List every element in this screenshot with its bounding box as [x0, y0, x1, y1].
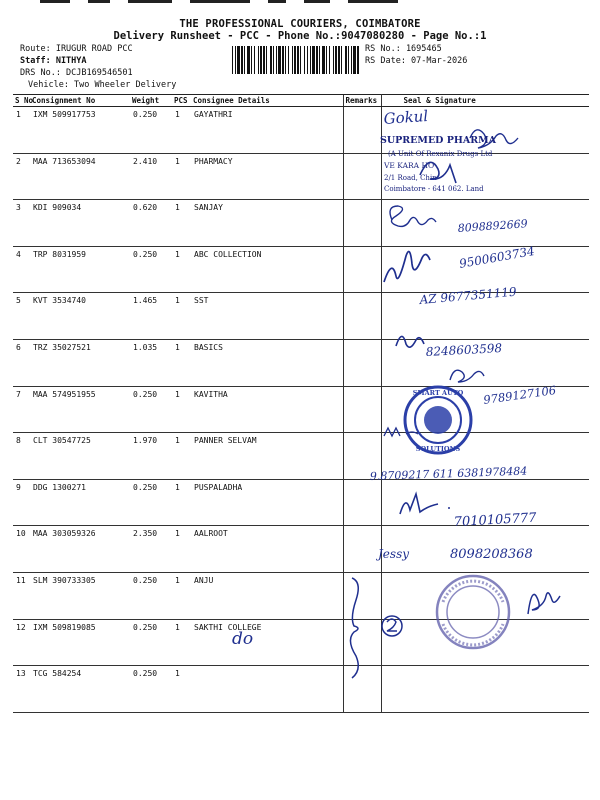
col-consignee: Consignee Details: [191, 95, 343, 107]
table-row: [13, 200, 589, 247]
cell-seal: [381, 572, 589, 619]
cell-seal: [381, 666, 589, 713]
cell-consignee: SST: [191, 293, 343, 340]
svg-text:Coimbatore - 641 062. Land: Coimbatore - 641 062. Land: [384, 185, 484, 193]
cell-pcs: 1: [172, 666, 191, 713]
cell-pcs: 1: [172, 479, 191, 526]
runsheet-table: [13, 94, 589, 713]
cell-remarks: [343, 619, 381, 666]
phone-row5: AZ 9677351119: [419, 284, 518, 307]
cell-consignment: KDI 909034: [30, 200, 130, 247]
cell-consignment: MAA 303059326: [30, 526, 130, 573]
cell-sno: 3: [13, 200, 30, 247]
barcode-bar: [338, 46, 340, 74]
table-row: [13, 479, 589, 526]
barcode-bar: [260, 46, 262, 74]
col-seal-signature: Seal & Signature: [381, 95, 589, 107]
phone-row10: 7010105777: [453, 510, 537, 530]
cell-sno: 7: [13, 386, 30, 433]
top-edge-marks: [40, 0, 560, 6]
cell-consignee: [191, 666, 343, 713]
cell-remarks: [343, 526, 381, 573]
handwritten-name-row11: Jessy: [378, 547, 410, 561]
table-row: [13, 246, 589, 293]
table-row: [13, 107, 589, 154]
cell-remarks: [343, 153, 381, 200]
cell-seal: [381, 243, 589, 293]
svg-text:(A Unit Of Rexanix Drugs Ltd: (A Unit Of Rexanix Drugs Ltd: [388, 150, 493, 158]
barcode-bar: [273, 46, 274, 74]
cell-pcs: 1: [172, 526, 191, 573]
drs-number: DRS No.: DCJB169546501: [20, 68, 133, 78]
cell-consignee: AALROOT: [191, 526, 343, 573]
cell-pcs: 1: [172, 153, 191, 200]
cell-weight: 0.250: [130, 479, 172, 526]
cell-pcs: 1: [172, 107, 191, 154]
cell-pcs: 1: [172, 200, 191, 247]
col-consignment: Consignment No: [30, 95, 130, 107]
cell-pcs: 1: [172, 433, 191, 480]
cell-sno: 13: [13, 666, 30, 713]
table-row: [13, 433, 589, 480]
cell-sno: 8: [13, 433, 30, 480]
phone-row9: 9.8709217 611 6381978484: [369, 464, 528, 483]
barcode: [232, 46, 360, 74]
page-title: THE PROFESSIONAL COURIERS, COIMBATORE: [179, 18, 421, 30]
cell-sno: 5: [13, 293, 30, 340]
cell-consignment: IXM 509819085: [30, 619, 130, 666]
cell-consignment: MAA 574951955: [30, 386, 130, 433]
barcode-bar: [292, 46, 293, 74]
svg-text:SOLUTIONS: SOLUTIONS: [415, 445, 461, 453]
cell-sno: 1: [13, 107, 30, 154]
cell-seal: [381, 619, 589, 666]
cell-sno: 2: [13, 153, 30, 200]
cell-consignee: SANJAY: [191, 200, 343, 247]
cell-weight: 1.465: [130, 293, 172, 340]
table-row: [13, 293, 589, 340]
table-row: [13, 153, 589, 200]
barcode-bar: [254, 46, 255, 74]
barcode-bar: [310, 46, 311, 74]
rs-date: RS Date: 07-Mar-2026: [365, 56, 468, 66]
cell-seal: [381, 433, 589, 480]
cell-consignment: TRP 8031959: [30, 246, 130, 293]
barcode-bar: [263, 46, 265, 74]
barcode-bar: [304, 46, 305, 74]
table-row: [13, 339, 589, 386]
cell-remarks: [343, 386, 381, 433]
cell-consignment: IXM 509917753: [30, 107, 130, 154]
table-row: [13, 666, 589, 713]
cell-consignee: ABC COLLECTION: [191, 246, 343, 293]
barcode-bar: [357, 46, 359, 74]
barcode-bar: [235, 46, 236, 74]
svg-text:2/1 Road, Chin: 2/1 Road, Chin: [384, 174, 437, 182]
cell-weight: 1.035: [130, 339, 172, 386]
cell-weight: 0.250: [130, 246, 172, 293]
cell-remarks: [343, 107, 381, 154]
cell-consignment: TRZ 35027521: [30, 339, 130, 386]
barcode-bar: [278, 46, 281, 74]
col-weight: Weight: [130, 95, 172, 107]
cell-sno: 4: [13, 246, 30, 293]
cell-consignee: PUSPALADHA: [191, 479, 343, 526]
cell-seal: [381, 386, 589, 433]
cell-consignee: BASICS: [191, 339, 343, 386]
table-row: [13, 526, 589, 573]
svg-text:VE KARA HO: VE KARA HO: [384, 161, 435, 170]
staff-text: Staff: NITHYA: [20, 56, 87, 66]
cell-weight: 2.350: [130, 526, 172, 573]
cell-pcs: 1: [172, 572, 191, 619]
cell-consignee: PANNER SELVAM: [191, 433, 343, 480]
barcode-bar: [297, 46, 299, 74]
barcode-bar: [241, 46, 243, 74]
barcode-bar: [316, 46, 318, 74]
barcode-bar: [329, 46, 330, 74]
barcode-bar: [351, 46, 352, 74]
cell-remarks: [343, 666, 381, 713]
cell-weight: 2.410: [130, 153, 172, 200]
cell-sno: 12: [13, 619, 30, 666]
cell-pcs: 1: [172, 619, 191, 666]
cell-consignment: SLM 390733305: [30, 572, 130, 619]
cell-weight: 0.250: [130, 107, 172, 154]
cell-seal: [381, 293, 589, 340]
cell-remarks: [343, 339, 381, 386]
cell-seal: [381, 339, 589, 386]
table-header-row: [13, 95, 589, 107]
cell-pcs: 1: [172, 246, 191, 293]
cell-remarks: [343, 479, 381, 526]
vehicle-text: Vehicle: Two Wheeler Delivery: [28, 80, 177, 90]
barcode-bar: [341, 46, 342, 74]
cell-remarks: [343, 200, 381, 247]
cell-weight: 0.250: [130, 386, 172, 433]
barcode-bar: [322, 46, 325, 74]
cell-consignment: KVT 3534740: [30, 293, 130, 340]
barcode-bar: [285, 46, 286, 74]
svg-text:SUPREMED PHARMA: SUPREMED PHARMA: [380, 135, 496, 146]
phone-row7: 9789127106: [482, 382, 557, 407]
cell-remarks: [343, 433, 381, 480]
barcode-bar: [244, 46, 245, 74]
barcode-bar: [266, 46, 267, 74]
cell-consignee: SAKTHI COLLEGE: [191, 619, 343, 666]
cell-weight: 0.250: [130, 666, 172, 713]
cell-consignment: DDG 1300271: [30, 479, 130, 526]
barcode-bar: [300, 46, 301, 74]
cell-seal: [381, 153, 589, 200]
table-row: [13, 572, 589, 619]
cell-consignment: CLT 30547725: [30, 433, 130, 480]
phone-row11: 8098208368: [450, 547, 533, 562]
ditto-mark-row13: do: [232, 629, 254, 649]
cell-seal: [381, 200, 589, 247]
barcode-bar: [294, 46, 296, 74]
barcode-bar: [335, 46, 337, 74]
cell-weight: 0.250: [130, 619, 172, 666]
barcode-bar: [270, 46, 272, 74]
cell-pcs: 1: [172, 339, 191, 386]
cell-weight: 1.970: [130, 433, 172, 480]
barcode-bar: [319, 46, 320, 74]
barcode-bar: [258, 46, 259, 74]
cell-seal: [381, 526, 589, 573]
cell-weight: 0.620: [130, 200, 172, 247]
barcode-bar: [232, 46, 233, 74]
route-text: Route: IRUGUR ROAD PCC: [20, 44, 133, 54]
svg-text:SMART AUTO: SMART AUTO: [412, 389, 464, 397]
cell-remarks: [343, 293, 381, 340]
cell-remarks: [343, 572, 381, 619]
barcode-bar: [288, 46, 289, 74]
cell-consignee: KAVITHA: [191, 386, 343, 433]
cell-sno: 9: [13, 479, 30, 526]
barcode-bar: [333, 46, 334, 74]
barcode-bar: [307, 46, 308, 74]
barcode-bar: [247, 46, 250, 74]
cell-weight: 0.250: [130, 572, 172, 619]
phone-row6: 8248603598: [425, 341, 503, 359]
col-remarks: Remarks: [343, 95, 381, 107]
barcode-bar: [326, 46, 327, 74]
cell-pcs: 1: [172, 293, 191, 340]
handwritten-name-row1: Gokul: [383, 106, 429, 128]
cell-consignee: ANJU: [191, 572, 343, 619]
rs-number: RS No.: 1695465: [365, 44, 442, 54]
barcode-bar: [348, 46, 349, 74]
table-row: [13, 619, 589, 666]
barcode-bar: [345, 46, 347, 74]
col-pcs: PCS: [172, 95, 191, 107]
cell-consignment: MAA 713653094: [30, 153, 130, 200]
table-row: [13, 386, 589, 433]
cell-sno: 10: [13, 526, 30, 573]
cell-consignee: GAYATHRI: [191, 107, 343, 154]
cell-seal: [381, 107, 589, 154]
barcode-bar: [251, 46, 252, 74]
cell-consignment: TCG 584254: [30, 666, 130, 713]
barcode-bar: [312, 46, 315, 74]
col-sno: S No: [15, 96, 34, 105]
barcode-bar: [276, 46, 277, 74]
barcode-bar: [282, 46, 284, 74]
cell-sno: 11: [13, 572, 30, 619]
cell-pcs: 1: [172, 386, 191, 433]
cell-sno: 6: [13, 339, 30, 386]
page-subtitle: Delivery Runsheet - PCC - Phone No.:9047080280 - Page No.:1: [113, 30, 487, 42]
phone-row4: 9500603734: [458, 243, 536, 271]
barcode-bar: [353, 46, 356, 74]
phone-row3: 8098892669: [457, 217, 529, 235]
barcode-bar: [237, 46, 240, 74]
cell-remarks: [343, 246, 381, 293]
cell-seal: [381, 479, 589, 526]
cell-consignee: PHARMACY: [191, 153, 343, 200]
